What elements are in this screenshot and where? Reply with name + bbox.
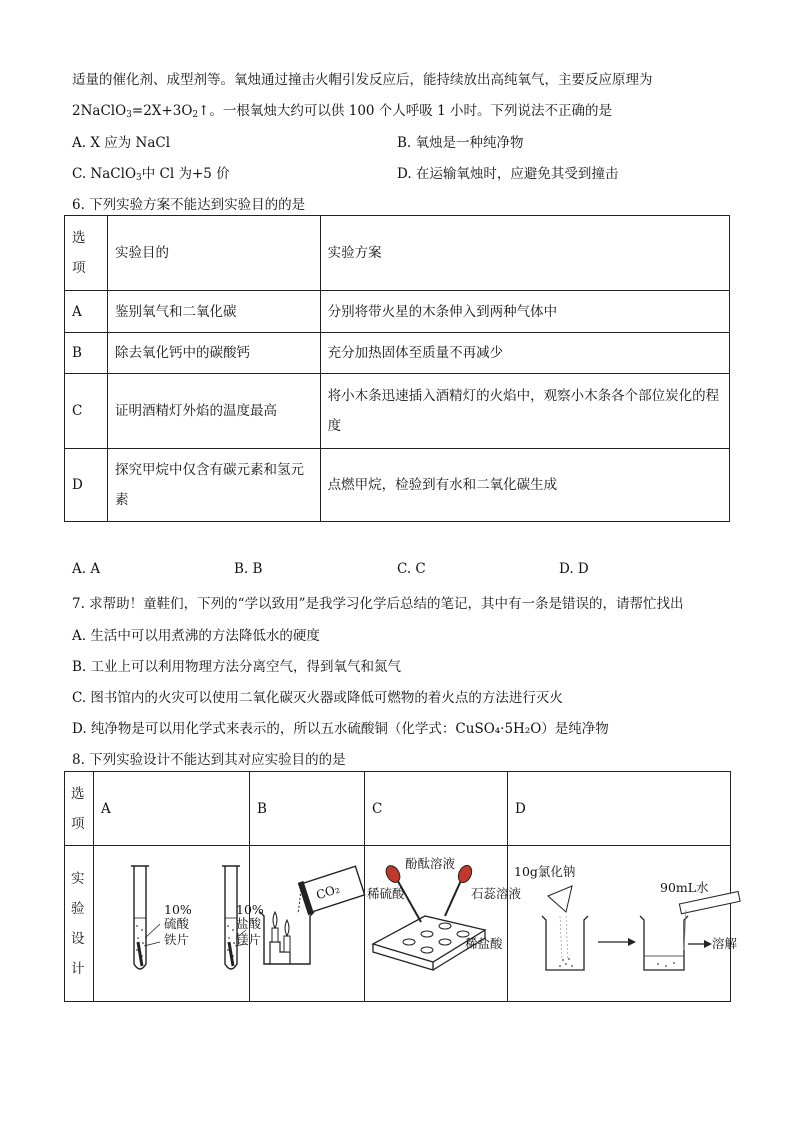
- q6-table: [64, 215, 730, 522]
- fig-d-water-label: 90mL水: [660, 880, 709, 895]
- q6-row-d-plan: 点燃甲烷，检验到有水和二氧化碳生成: [320, 449, 729, 522]
- q7-option-a[interactable]: A. 生活中可以用煮沸的方法降低水的硬度: [72, 628, 320, 644]
- fig-d-salt-label: 10g氯化钠: [514, 864, 576, 879]
- q6-header-option: 选项: [65, 216, 108, 291]
- q6-stem: 6. 下列实验方案不能达到实验目的的是: [72, 197, 306, 213]
- q8-stem: 8. 下列实验设计不能达到其对应实验目的的是: [72, 752, 346, 768]
- fig-c-dilute-sulfuric: 稀硫酸: [367, 886, 405, 901]
- q6-header-purpose: 实验目的: [107, 216, 320, 291]
- q8-row-label: 实验设计: [65, 846, 94, 1002]
- q6-row-b-plan: 充分加热固体至质量不再减少: [320, 333, 729, 374]
- q8-figure-a-cell: [94, 846, 264, 1002]
- figure-a-test-tubes: [94, 846, 264, 990]
- q6-row-c-option: C: [65, 374, 108, 449]
- q7-option-c[interactable]: C. 图书馆内的火灾可以使用二氧化碳灭火器或降低可燃物的着火点的方法进行灭火: [72, 690, 563, 706]
- q6-row-c-plan: 将小木条迅速插入酒精灯的火焰中，观察小木条各个部位炭化的程度: [320, 374, 729, 449]
- q6-row-b-purpose: 除去氧化钙中的碳酸钙: [107, 333, 320, 374]
- fig-a-right-metal: 镁片: [236, 932, 262, 947]
- q8-figure-b-cell: [250, 846, 365, 1002]
- q5-line1: 适量的催化剂、成型剂等。氧烛通过撞击火帽引发反应后，能持续放出高纯氧气，主要反应原理为: [72, 72, 653, 88]
- q8-col-d: D: [508, 772, 731, 846]
- fig-a-right-acid: 盐酸: [236, 916, 262, 931]
- q5-equation-line: $2NaClO_3=2X+3O_2↑$。一根氧烛大约可以供 100 个人呼吸 1 小时。下列说法不正确的是: [72, 103, 612, 120]
- q6-header-plan: 实验方案: [320, 216, 729, 291]
- fig-a-right-concentration: 10%: [236, 902, 264, 917]
- figure-b-co2-beaker: [250, 846, 364, 990]
- q8-col-b: B: [250, 772, 365, 846]
- fig-c-litmus: 石蕊溶液: [471, 886, 522, 901]
- q8-figure-c-cell: [365, 846, 522, 1002]
- q7-option-b[interactable]: B. 工业上可以利用物理方法分离空气，得到氧气和氮气: [72, 659, 402, 675]
- q6-row-c-purpose: 证明酒精灯外焰的温度最高: [107, 374, 320, 449]
- fig-a-left-acid: 硫酸: [164, 916, 190, 931]
- fig-a-left-metal: 铁片: [164, 932, 190, 947]
- q6-row-a-plan: 分别将带火星的木条伸入到两种气体中: [320, 291, 729, 333]
- figure-d-dissolving: [508, 846, 738, 990]
- q5-option-c[interactable]: C. NaClO$_3$中 Cl 为+5 价: [72, 166, 230, 183]
- fig-b-gas-label: CO₂: [314, 881, 342, 903]
- q7-stem: 7. 求帮助！童鞋们，下列的“学以致用”是我学习化学后总结的笔记，其中有一条是错误的，请帮忙找出: [72, 596, 684, 612]
- fig-a-left-concentration: 10%: [164, 902, 192, 917]
- q6-answer-a[interactable]: A. A: [72, 561, 101, 577]
- fig-d-dissolve-label: 溶解: [712, 936, 738, 951]
- q6-answer-d[interactable]: D. D: [559, 561, 589, 577]
- q8-figure-d-cell: [508, 846, 738, 1002]
- q6-row-a-option: A: [65, 291, 108, 333]
- q7-option-d[interactable]: D. 纯净物是可以用化学式来表示的，所以五水硫酸铜（化学式：CuSO₄·5H₂O）是纯净物: [72, 721, 609, 737]
- q6-row-d-purpose: 探究甲烷中仅含有碳元素和氢元素: [107, 449, 320, 522]
- q8-header-option: 选项: [65, 772, 94, 846]
- q6-row-a-purpose: 鉴别氧气和二氧化碳: [107, 291, 320, 333]
- q6-row-b-option: B: [65, 333, 108, 374]
- fig-c-dilute-hydrochloric: 稀盐酸: [465, 936, 503, 951]
- q5-option-a[interactable]: A. X 应为 NaCl: [72, 135, 171, 151]
- fig-c-phenolphthalein-1: 酚酞溶液: [405, 856, 456, 871]
- q6-answer-b[interactable]: B. B: [234, 561, 263, 577]
- q5-option-d[interactable]: D. 在运输氧烛时，应避免其受到撞击: [397, 166, 619, 182]
- q8-col-a: A: [94, 772, 250, 846]
- q8-col-c: C: [365, 772, 508, 846]
- figure-c-spot-plate: [365, 846, 522, 990]
- q8-table: [64, 771, 738, 1002]
- q6-row-d-option: D: [65, 449, 108, 522]
- q6-answer-c[interactable]: C. C: [397, 561, 426, 577]
- q5-option-b[interactable]: B. 氧烛是一种纯净物: [397, 135, 524, 151]
